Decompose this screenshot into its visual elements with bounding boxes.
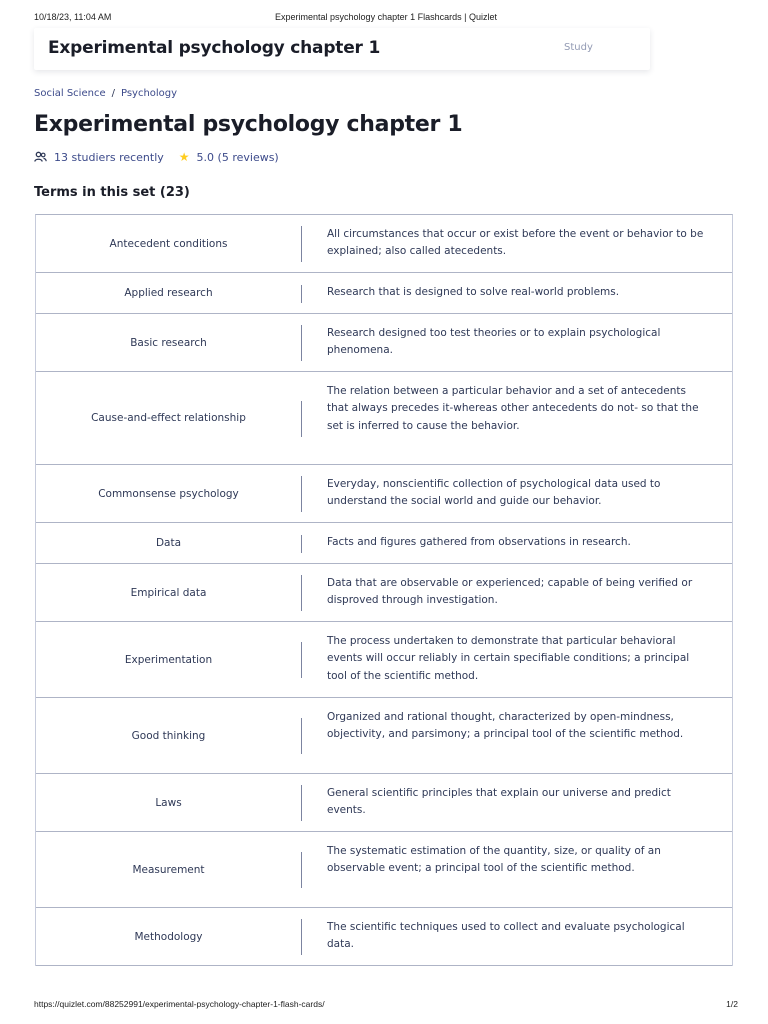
- term-divider: [301, 852, 302, 888]
- term-divider: [301, 642, 302, 678]
- studiers-count: 13 studiers recently: [54, 150, 164, 164]
- rating-text[interactable]: 5.0 (5 reviews): [196, 150, 279, 164]
- star-icon: ★: [178, 150, 190, 164]
- breadcrumb: [34, 88, 177, 99]
- term-row: [36, 698, 732, 774]
- definition-text: The systematic estimation of the quantity, size, or quality of an observable event; a principal tool of the scientific method.: [327, 844, 661, 875]
- term-row: [36, 215, 732, 273]
- term-divider: [301, 226, 302, 262]
- term-row: [36, 372, 732, 465]
- term-text: Measurement: [132, 863, 205, 876]
- term-text: Good thinking: [131, 729, 206, 742]
- term-divider: [301, 718, 302, 754]
- breadcrumb-psychology[interactable]: Psychology: [120, 88, 178, 99]
- print-footer: [34, 999, 738, 1013]
- term-row: [36, 564, 732, 622]
- sticky-header-bar: [34, 28, 650, 70]
- print-header: [34, 12, 738, 26]
- print-page-number: 1/2: [726, 999, 738, 1009]
- terms-table: [35, 214, 733, 966]
- print-url: https://quizlet.com/88252991/experimental-psychology-chapter-1-flash-cards/: [34, 999, 325, 1009]
- term-text: Applied research: [124, 287, 213, 299]
- term-row: [36, 622, 732, 698]
- definition-text: Data that are observable or experienced; capable of being verified or disproved through investigation.: [327, 576, 693, 606]
- definition-text: Research that is designed to solve real-world problems.: [327, 285, 620, 298]
- people-icon: [34, 151, 47, 163]
- page-title: Experimental psychology chapter 1: [34, 112, 463, 137]
- term-text: Cause-and-effect relationship: [91, 412, 246, 424]
- term-text: Empirical data: [130, 586, 207, 599]
- breadcrumb-separator: /: [111, 88, 115, 99]
- term-divider: [301, 401, 302, 437]
- definition-text: General scientific principles that explain our universe and predict events.: [327, 786, 671, 816]
- term-text: Methodology: [134, 930, 203, 943]
- definition-text: All circumstances that occur or exist before the event or behavior to be explained; also called atecedents.: [327, 227, 704, 257]
- term-divider: [301, 476, 302, 512]
- print-document-title: Experimental psychology chapter 1 Flashcards | Quizlet: [275, 12, 497, 22]
- term-text: Experimentation: [124, 653, 213, 666]
- term-text: Antecedent conditions: [109, 237, 228, 250]
- definition-text: Organized and rational thought, characterized by open-mindness, objectivity, and parsimony; a principal tool of the scientific method.: [327, 710, 684, 741]
- set-stats: [34, 150, 279, 164]
- print-datetime: 10/18/23, 11:04 AM: [34, 12, 112, 22]
- term-divider: [301, 575, 302, 611]
- term-row: [36, 523, 732, 564]
- definition-text: The process undertaken to demonstrate that particular behavioral events will occur reliably in certain specifiable conditions; a principal tool of the scientific method.: [327, 634, 690, 682]
- term-row: [36, 314, 732, 372]
- term-text: Commonsense psychology: [98, 487, 239, 500]
- definition-text: Everyday, nonscientific collection of psychological data used to understand the social world and guide our behavior.: [327, 477, 661, 507]
- term-row: [36, 774, 732, 832]
- term-text: Laws: [155, 796, 182, 809]
- study-button[interactable]: Study: [564, 42, 593, 53]
- definition-text: Facts and figures gathered from observations in research.: [327, 535, 631, 548]
- sticky-set-title: Experimental psychology chapter 1: [48, 38, 381, 58]
- terms-heading: Terms in this set (23): [34, 185, 190, 200]
- term-row: [36, 273, 732, 314]
- term-text: Data: [155, 537, 182, 549]
- term-divider: [301, 919, 302, 955]
- definition-text: The relation between a particular behavior and a set of antecedents that always precedes it-whereas other antecedents do not- so that the set is inferred to cause the behavior.: [327, 384, 699, 432]
- definition-text: Research designed too test theories or to explain psychological phenomena.: [327, 326, 661, 356]
- term-divider: [301, 285, 302, 303]
- term-divider: [301, 535, 302, 553]
- term-divider: [301, 785, 302, 821]
- term-row: [36, 908, 732, 966]
- term-text: Basic research: [130, 336, 207, 349]
- definition-text: The scientific techniques used to collect and evaluate psychological data.: [327, 920, 685, 950]
- breadcrumb-social-science[interactable]: Social Science: [34, 88, 106, 99]
- term-row: [36, 465, 732, 523]
- term-row: [36, 832, 732, 908]
- term-divider: [301, 325, 302, 361]
